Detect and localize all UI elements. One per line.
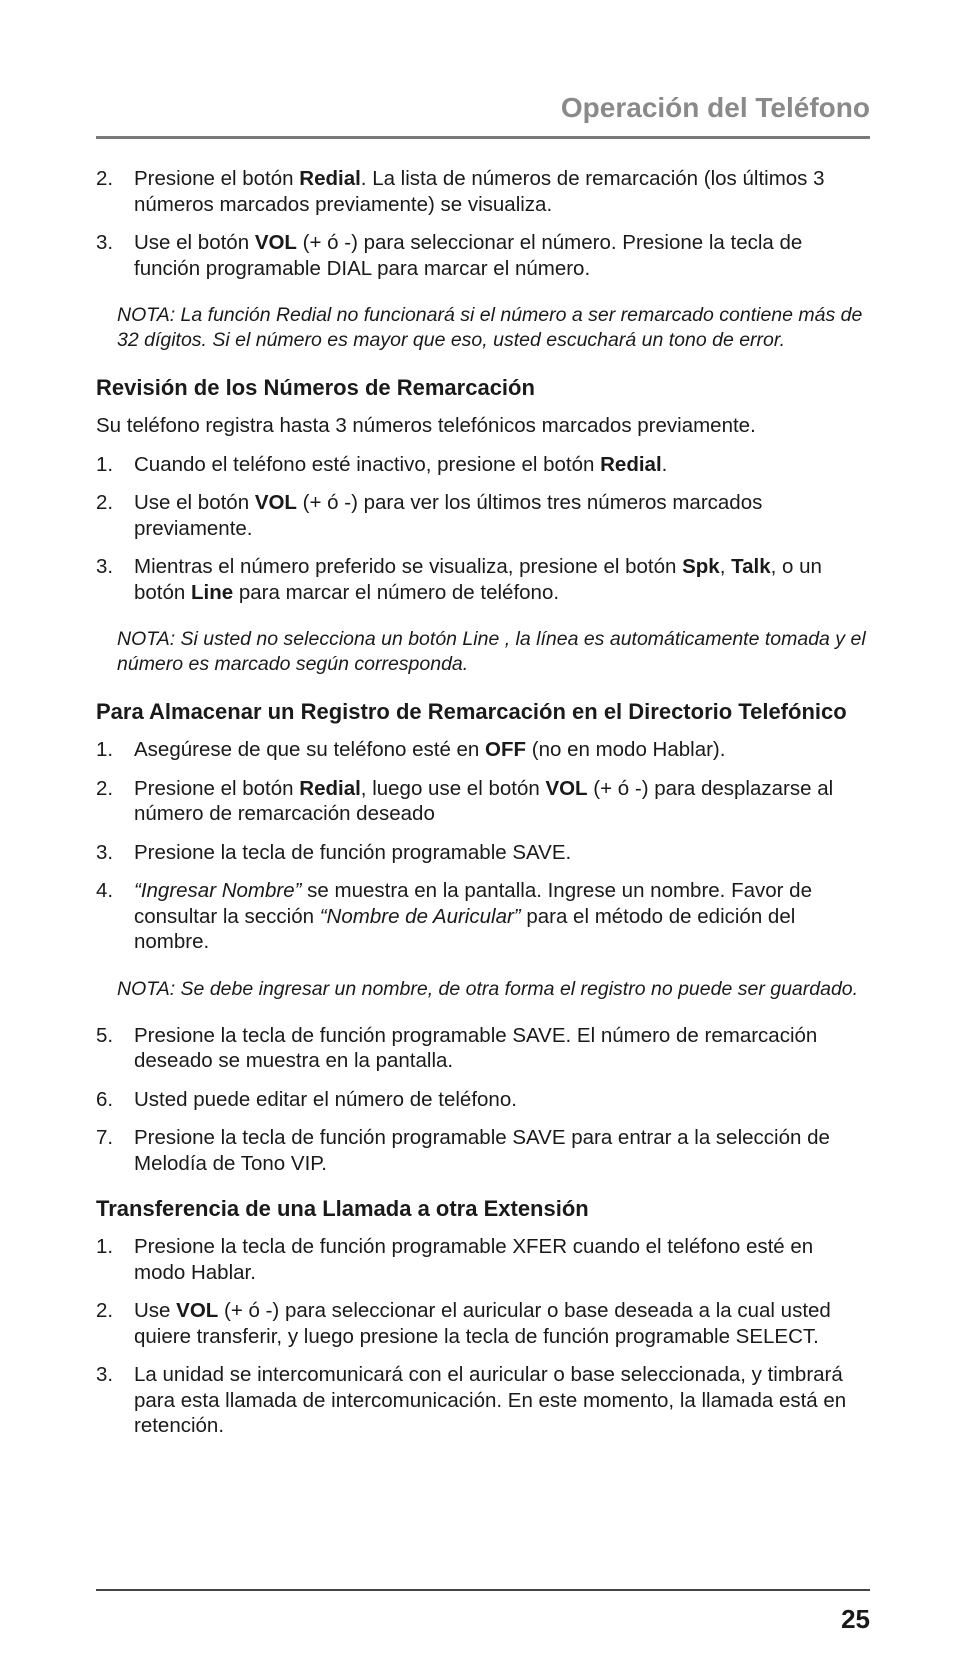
item-text: La unidad se intercomunicará con el auricular o base seleccionada, y timbrará para esta llamada de intercomunicación. En este momento, la llamada está en retención.: [134, 1363, 847, 1437]
item-text: Presione la tecla de función programable SAVE.: [134, 840, 572, 864]
list-item: [96, 776, 870, 827]
list-item: [96, 1023, 870, 1074]
screen-text: “Ingresar Nombre”: [134, 879, 302, 902]
item-text: Asegúrese de que su teléfono esté en: [134, 738, 486, 761]
item-number: 3.: [96, 231, 114, 254]
item-number: 2.: [96, 776, 114, 800]
note-text: NOTA: Si usted no selecciona un botón Line , la línea es automáticamente tomada y el número es marcado según corresponda.: [117, 628, 866, 675]
list-item: [96, 1298, 870, 1349]
item-text: Presione el botón: [134, 167, 300, 190]
list-item: [96, 452, 870, 478]
button-name-text: VOL: [254, 231, 297, 254]
section-heading: Revisión de los Números de Remarcación: [96, 375, 535, 400]
page-number: 25: [841, 1604, 870, 1634]
list-item: [96, 1362, 870, 1439]
button-name-text: Line: [191, 580, 234, 604]
list-item: [96, 1125, 870, 1176]
item-text: .: [661, 452, 668, 476]
item-number: 6.: [96, 1087, 114, 1111]
item-text: Use el botón: [134, 231, 255, 254]
item-text: Presione el botón: [134, 776, 300, 800]
item-text: (+ ó -) para ver los últimos tres números marcados previamente.: [134, 491, 763, 540]
item-text: se muestra en la pantalla. Ingrese un nombre. Favor de consultar la sección: [134, 879, 812, 928]
item-text: para el método de edición del nombre.: [134, 904, 796, 953]
list-item: [96, 737, 870, 763]
page-header-title: Operación del Teléfono: [560, 92, 870, 123]
item-text: Use: [134, 1299, 177, 1322]
item-text: Presione la tecla de función programable SAVE. El número de remarcación deseado se muestra en la pantalla.: [134, 1023, 818, 1072]
button-name-text: Spk: [682, 555, 720, 578]
header-divider: [96, 136, 870, 139]
item-text: ,: [719, 555, 732, 578]
button-name-text: VOL: [176, 1299, 219, 1322]
item-text: para marcar el número de teléfono.: [233, 580, 560, 604]
item-text: Presione la tecla de función programable XFER cuando el teléfono esté en modo Hablar.: [134, 1235, 814, 1284]
button-name-text: OFF: [485, 738, 527, 761]
button-name-text: VOL: [254, 491, 297, 514]
item-number: 1.: [96, 1235, 114, 1258]
item-number: 4.: [96, 879, 114, 902]
item-number: 7.: [96, 1126, 114, 1149]
item-text: Use el botón: [134, 491, 255, 514]
item-number: 2.: [96, 491, 114, 514]
section-heading: Transferencia de una Llamada a otra Extensión: [96, 1196, 589, 1221]
page-content: [96, 166, 870, 1452]
list-item: [96, 840, 870, 866]
item-text: (+ ó -) para desplazarse al número de remarcación deseado: [134, 776, 834, 825]
item-text: Cuando el teléfono esté inactivo, presione el botón: [134, 452, 601, 476]
item-number: 3.: [96, 555, 114, 578]
section-intro: Su teléfono registra hasta 3 números telefónicos marcados previamente.: [96, 414, 756, 437]
footer-divider: [96, 1589, 870, 1591]
list-item: [96, 554, 870, 605]
list-item: [96, 490, 870, 541]
section-reference: “Nombre de Auricular”: [319, 904, 521, 928]
item-number: 1.: [96, 738, 114, 761]
list-item: [96, 166, 870, 217]
button-name-text: Redial: [600, 452, 662, 476]
item-number: 2.: [96, 1299, 114, 1322]
item-number: 1.: [96, 452, 114, 476]
item-number: 3.: [96, 1363, 114, 1386]
item-number: 3.: [96, 840, 114, 864]
item-text: . La lista de números de remarcación (los últimos 3 números marcados previamente) se visualiza.: [134, 167, 825, 216]
item-text: (+ ó -) para seleccionar el auricular o base deseada a la cual usted quiere transferir, y luego presione la tecla de función programable SELECT.: [134, 1299, 831, 1348]
button-name-text: VOL: [545, 776, 588, 800]
list-item: [96, 1234, 870, 1285]
item-text: , o un botón: [134, 555, 822, 604]
list-item: [96, 878, 870, 955]
button-name-text: Redial: [299, 776, 361, 800]
button-name-text: Redial: [299, 167, 361, 190]
item-text: Usted puede editar el número de teléfono.: [134, 1087, 517, 1111]
section-heading: Para Almacenar un Registro de Remarcación en el Directorio Telefónico: [96, 699, 847, 724]
item-text: Mientras el número preferido se visualiza, presione el botón: [134, 555, 683, 578]
item-number: 2.: [96, 167, 114, 190]
list-item: [96, 1087, 870, 1113]
item-number: 5.: [96, 1023, 114, 1047]
button-name-text: Talk: [731, 555, 771, 578]
item-text: , luego use el botón: [360, 776, 546, 800]
item-text: (+ ó -) para seleccionar el número. Presione la tecla de función programable DIAL para marcar el número.: [134, 231, 803, 280]
note-text: NOTA: Se debe ingresar un nombre, de otra forma el registro no puede ser guardado.: [117, 977, 859, 1000]
note-text: NOTA: La función Redial no funcionará si el número a ser remarcado contiene más de 32 dígitos. Si el número es mayor que eso, usted escuchará un tono de error.: [117, 304, 863, 351]
item-text: (no en modo Hablar).: [526, 738, 726, 761]
list-item: [96, 230, 870, 281]
item-text: Presione la tecla de función programable SAVE para entrar a la selección de Melodía de Tono VIP.: [134, 1126, 830, 1175]
